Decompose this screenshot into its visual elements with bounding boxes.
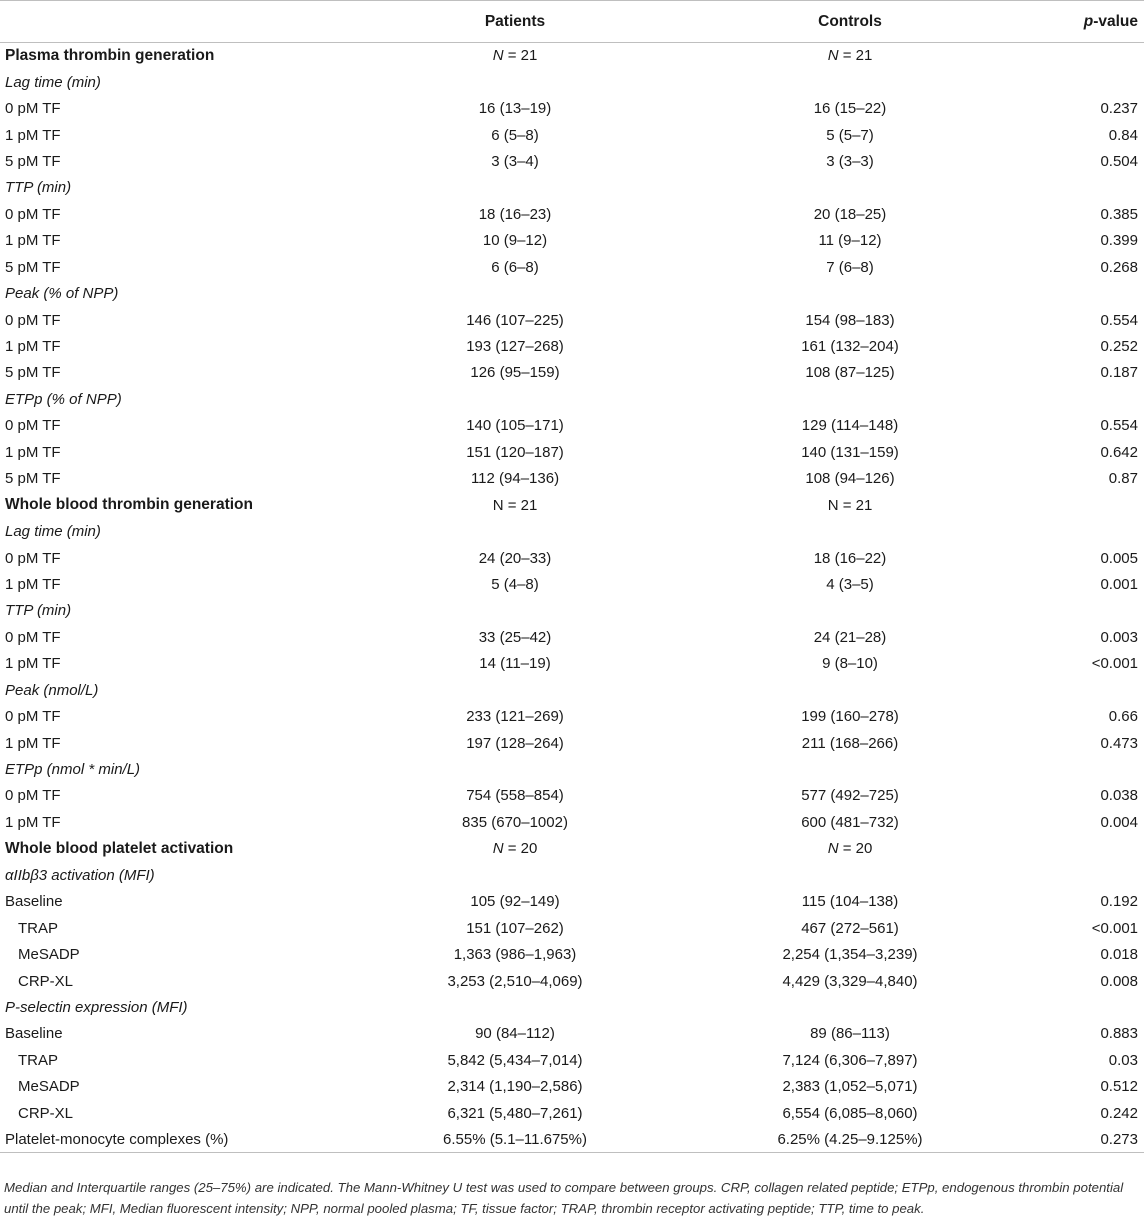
p-value: 0.001 <box>1100 575 1138 593</box>
section-heading: Plasma thrombin generation <box>5 47 215 65</box>
table-row <box>0 545 1144 571</box>
patients-value: 835 (670–1002) <box>462 813 568 831</box>
p-value <box>1050 598 1144 624</box>
p-value: 0.554 <box>1100 417 1138 435</box>
table-row <box>0 439 1144 465</box>
controls-value <box>650 280 1050 306</box>
row-label: 0 pM TF <box>5 628 61 646</box>
table-row <box>0 783 1144 809</box>
n-variable: N <box>827 47 839 65</box>
p-value <box>1050 43 1144 69</box>
controls-value: 7,124 (6,306–7,897) <box>782 1051 918 1069</box>
patients-value: 10 (9–12) <box>482 232 548 250</box>
table-footnote: Median and Interquartile ranges (25–75%) are indicated. The Mann-Whitney U test was used to compare between groups. CRP, collagen related peptide; ETPp, endogenous thrombin potential until the peak; MFI, Median fluorescent intensity; NPP, normal pooled plasma; TF, tissue factor; TRAP, thrombin receptor activating peptide; TTP, time to peak. <box>4 1180 1124 1216</box>
table-row <box>0 1021 1144 1047</box>
p-value <box>1050 518 1144 544</box>
table-row <box>0 228 1144 254</box>
p-value: 0.018 <box>1100 946 1138 964</box>
row-label: 0 pM TF <box>5 205 61 223</box>
p-value <box>1050 492 1144 518</box>
table-row <box>0 730 1144 756</box>
patients-value: 6.55% (5.1–11.675%) <box>380 1126 650 1152</box>
patients-value: 14 (11–19) <box>479 655 551 673</box>
row-label: 0 pM TF <box>5 549 61 567</box>
row-label: 0 pM TF <box>5 311 61 329</box>
controls-value: 3 (3–3) <box>826 152 874 170</box>
patients-value: 5 (4–8) <box>491 575 539 593</box>
p-value <box>1050 69 1144 95</box>
controls-value: 211 (168–266) <box>801 734 899 752</box>
row-label: Baseline <box>5 1025 63 1043</box>
table-row <box>0 598 1144 624</box>
table-row <box>0 201 1144 227</box>
n-value: = 20 <box>503 840 538 858</box>
row-label: 1 pM TF <box>5 338 61 356</box>
row-label: 1 pM TF <box>5 126 61 144</box>
controls-value <box>650 862 1050 888</box>
p-value <box>1050 386 1144 412</box>
subsection-label: Lag time (min) <box>5 73 101 91</box>
p-value: 0.512 <box>1100 1078 1138 1096</box>
table-row <box>0 677 1144 703</box>
row-label: MeSADP <box>18 1078 80 1096</box>
row-label: 5 pM TF <box>5 152 61 170</box>
p-value: 0.252 <box>1100 338 1138 356</box>
p-value: 0.273 <box>1050 1126 1144 1152</box>
controls-value: 11 (9–12) <box>818 232 882 250</box>
p-value <box>1050 175 1144 201</box>
patients-value: 233 (121–269) <box>466 708 564 726</box>
controls-value: N = 21 <box>827 496 873 514</box>
table-row <box>0 1126 1144 1152</box>
table-row <box>0 862 1144 888</box>
controls-value: 9 (8–10) <box>822 655 878 673</box>
table-row <box>0 175 1144 201</box>
table-row <box>0 254 1144 280</box>
controls-value: 2,254 (1,354–3,239) <box>782 946 918 964</box>
controls-value <box>650 175 1050 201</box>
p-value: 0.385 <box>1100 205 1138 223</box>
controls-value: 577 (492–725) <box>801 787 899 805</box>
row-label: CRP-XL <box>18 1104 74 1122</box>
row-label: Platelet-monocyte complexes (%) <box>0 1126 380 1152</box>
subsection-label: ETPp (nmol * min/L) <box>5 761 141 779</box>
patients-value: 33 (25–42) <box>478 628 552 646</box>
p-value <box>1050 862 1144 888</box>
controls-value: 4 (3–5) <box>826 575 874 593</box>
table-row <box>0 941 1144 967</box>
row-label: 1 pM TF <box>5 232 61 250</box>
table-row <box>0 518 1144 544</box>
table-row <box>0 360 1144 386</box>
section-heading: Whole blood thrombin generation <box>5 496 253 514</box>
controls-value: 24 (21–28) <box>813 628 887 646</box>
patients-value <box>380 836 650 862</box>
table-row <box>0 1100 1144 1126</box>
p-value: <0.001 <box>1091 655 1138 673</box>
patients-value <box>380 756 650 782</box>
table-row <box>0 95 1144 121</box>
table-row <box>0 915 1144 941</box>
controls-value: 108 (94–126) <box>805 470 895 488</box>
row-label: 0 pM TF <box>5 100 61 118</box>
patients-value: 6 (5–8) <box>491 126 539 144</box>
patients-value: 126 (95–159) <box>470 364 560 382</box>
row-label: 5 pM TF <box>5 470 61 488</box>
n-value: = 21 <box>838 47 873 65</box>
row-label: Baseline <box>5 893 63 911</box>
patients-value: 151 (107–262) <box>466 919 564 937</box>
header-p-italic: p <box>1083 12 1094 30</box>
table-row <box>0 386 1144 412</box>
controls-value: 115 (104–138) <box>801 893 899 911</box>
header-p-rest: -value <box>1093 12 1138 30</box>
p-value <box>1050 677 1144 703</box>
row-label: 0 pM TF <box>5 708 61 726</box>
patients-value: 151 (120–187) <box>466 443 564 461</box>
controls-value: 18 (16–22) <box>813 549 887 567</box>
patients-value: 193 (127–268) <box>466 338 564 356</box>
patients-value: 6 (6–8) <box>491 258 539 276</box>
table-row <box>0 968 1144 994</box>
table-row <box>0 307 1144 333</box>
patients-value: 16 (13–19) <box>478 100 552 118</box>
row-label: TRAP <box>18 919 59 937</box>
controls-value: 2,383 (1,052–5,071) <box>782 1078 918 1096</box>
table-row <box>0 651 1144 677</box>
patients-value: 5,842 (5,434–7,014) <box>447 1051 583 1069</box>
patients-value: 146 (107–225) <box>466 311 564 329</box>
table-row <box>0 756 1144 782</box>
table-row <box>0 624 1144 650</box>
controls-value: 20 (18–25) <box>813 205 887 223</box>
table-row <box>0 571 1144 597</box>
table-row <box>0 889 1144 915</box>
p-value: 0.642 <box>1100 443 1138 461</box>
subsection-label: Peak (% of NPP) <box>5 285 119 303</box>
controls-value <box>650 386 1050 412</box>
table-row <box>0 280 1144 306</box>
controls-value: 129 (114–148) <box>801 417 899 435</box>
patients-value: 18 (16–23) <box>478 205 552 223</box>
controls-value <box>650 598 1050 624</box>
controls-value: 6.25% (4.25–9.125%) <box>650 1126 1050 1152</box>
header-controls: Controls <box>650 1 1050 43</box>
n-variable: N <box>492 840 504 858</box>
row-label: TRAP <box>18 1051 59 1069</box>
patients-value <box>380 994 650 1020</box>
controls-value: 5 (5–7) <box>826 126 874 144</box>
row-label: CRP-XL <box>18 972 74 990</box>
table-row <box>0 1047 1144 1073</box>
row-label: 5 pM TF <box>5 364 61 382</box>
p-value: <0.001 <box>1091 919 1138 937</box>
table-row <box>0 809 1144 835</box>
patients-value: 90 (84–112) <box>475 1025 555 1043</box>
patients-value: 6,321 (5,480–7,261) <box>447 1104 583 1122</box>
patients-value <box>380 280 650 306</box>
subsection-label: Lag time (min) <box>5 523 101 541</box>
subsection-label: TTP (min) <box>5 179 72 197</box>
p-value: 0.504 <box>1100 152 1138 170</box>
table-row <box>0 836 1144 862</box>
patients-value: 197 (128–264) <box>466 734 564 752</box>
controls-value <box>650 43 1050 69</box>
controls-value: 6,554 (6,085–8,060) <box>782 1104 918 1122</box>
p-value: 0.005 <box>1100 549 1138 567</box>
patients-value <box>380 677 650 703</box>
table-row <box>0 994 1144 1020</box>
controls-value: 16 (15–22) <box>813 100 887 118</box>
p-value <box>1050 756 1144 782</box>
patients-value <box>380 69 650 95</box>
patients-value: 3,253 (2,510–4,069) <box>447 972 583 990</box>
controls-value: 140 (131–159) <box>801 443 899 461</box>
controls-value: 161 (132–204) <box>801 338 899 356</box>
p-value: 0.003 <box>1100 628 1138 646</box>
patients-value: N = 21 <box>492 496 538 514</box>
controls-value: 467 (272–561) <box>801 919 899 937</box>
controls-value: 600 (481–732) <box>801 813 899 831</box>
p-value: 0.242 <box>1100 1104 1138 1122</box>
controls-value: 4,429 (3,329–4,840) <box>782 972 918 990</box>
p-value: 0.187 <box>1100 364 1138 382</box>
controls-value: 7 (6–8) <box>826 258 874 276</box>
table-row <box>0 492 1144 518</box>
subsection-label: αIIbβ3 activation (MFI) <box>5 866 155 884</box>
table-row <box>0 43 1144 69</box>
table-header-row <box>0 1 1144 43</box>
header-p-value <box>1050 1 1144 43</box>
controls-value <box>650 518 1050 544</box>
table-body <box>0 43 1144 1153</box>
row-label: 0 pM TF <box>5 417 61 435</box>
patients-value: 3 (3–4) <box>491 152 539 170</box>
row-label: 1 pM TF <box>5 813 61 831</box>
subsection-label: P-selectin expression (MFI) <box>5 998 188 1016</box>
p-value: 0.473 <box>1100 734 1138 752</box>
controls-value <box>650 836 1050 862</box>
patients-value: 140 (105–171) <box>466 417 564 435</box>
patients-value <box>380 43 650 69</box>
controls-value <box>650 69 1050 95</box>
controls-value: 108 (87–125) <box>805 364 895 382</box>
p-value <box>1050 280 1144 306</box>
header-patients: Patients <box>380 1 650 43</box>
p-value: 0.008 <box>1100 972 1138 990</box>
controls-value: 154 (98–183) <box>805 311 895 329</box>
controls-value <box>650 677 1050 703</box>
row-label: 1 pM TF <box>5 575 61 593</box>
table-row <box>0 413 1144 439</box>
section-heading: Whole blood platelet activation <box>5 840 234 858</box>
row-label: MeSADP <box>18 946 80 964</box>
patients-value <box>380 862 650 888</box>
controls-value <box>650 994 1050 1020</box>
row-label: 1 pM TF <box>5 443 61 461</box>
patients-value: 1,363 (986–1,963) <box>453 946 577 964</box>
p-value: 0.66 <box>1108 708 1138 726</box>
p-value: 0.554 <box>1100 311 1138 329</box>
header-label-column <box>0 1 380 43</box>
p-value: 0.268 <box>1100 258 1138 276</box>
table-row <box>0 466 1144 492</box>
subsection-label: ETPp (% of NPP) <box>5 390 122 408</box>
p-value <box>1050 994 1144 1020</box>
patients-value: 24 (20–33) <box>478 549 552 567</box>
patients-value: 2,314 (1,190–2,586) <box>447 1078 583 1096</box>
p-value: 0.84 <box>1108 126 1138 144</box>
p-value: 0.237 <box>1100 100 1138 118</box>
table-row <box>0 703 1144 729</box>
n-variable: N <box>827 840 839 858</box>
p-value: 0.399 <box>1100 232 1138 250</box>
row-label: 1 pM TF <box>5 655 61 673</box>
p-value: 0.038 <box>1100 787 1138 805</box>
p-value: 0.192 <box>1100 893 1138 911</box>
subsection-label: Peak (nmol/L) <box>5 681 99 699</box>
row-label: 5 pM TF <box>5 258 61 276</box>
p-value <box>1050 836 1144 862</box>
controls-value: 89 (86–113) <box>810 1025 890 1043</box>
n-variable: N <box>492 47 504 65</box>
p-value: 0.883 <box>1100 1025 1138 1043</box>
table-row <box>0 1074 1144 1100</box>
controls-value <box>650 756 1050 782</box>
table-row <box>0 148 1144 174</box>
row-label: 0 pM TF <box>5 787 61 805</box>
patients-value: 105 (92–149) <box>470 893 560 911</box>
table-row <box>0 69 1144 95</box>
patients-value: 754 (558–854) <box>466 787 564 805</box>
patients-value: 112 (94–136) <box>470 470 560 488</box>
table-row <box>0 333 1144 359</box>
table-row <box>0 122 1144 148</box>
subsection-label: TTP (min) <box>5 602 72 620</box>
controls-value: 199 (160–278) <box>801 708 899 726</box>
n-value: = 20 <box>838 840 873 858</box>
row-label: 1 pM TF <box>5 734 61 752</box>
patients-value <box>380 386 650 412</box>
patients-value <box>380 518 650 544</box>
p-value: 0.87 <box>1108 470 1138 488</box>
p-value: 0.03 <box>1108 1051 1138 1069</box>
patients-value <box>380 598 650 624</box>
patients-value <box>380 175 650 201</box>
n-value: = 21 <box>503 47 538 65</box>
p-value: 0.004 <box>1100 813 1138 831</box>
